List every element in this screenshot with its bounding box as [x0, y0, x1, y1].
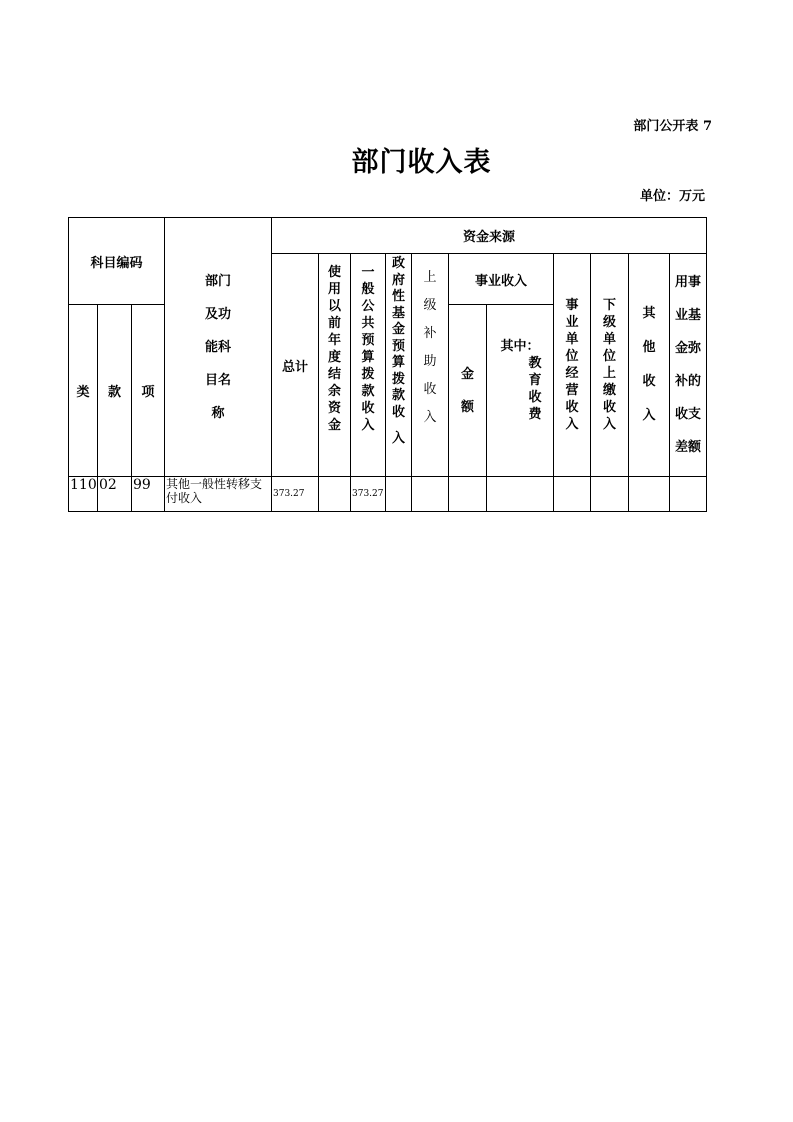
lower-remit-header: 下 级 单 位 上 缴 收 入 — [591, 254, 629, 477]
row-amount — [449, 477, 487, 512]
row-education-fee — [487, 477, 554, 512]
item-header: 项 — [132, 305, 165, 477]
form-number: 部门公开表 7 — [633, 119, 712, 134]
amount-header: 金 额 — [449, 305, 487, 477]
class-header: 类 — [69, 305, 98, 477]
gov-fund-header: 政 府 性 基 金 预 算 拨 款 收 入 — [386, 254, 412, 477]
row-operating-income — [554, 477, 591, 512]
general-budget-header: 一 般 公 共 预 算 拨 款 收 入 — [351, 254, 386, 477]
page-title: 部门收入表 — [351, 147, 492, 178]
row-total: 373.27 — [272, 477, 319, 512]
row-name: 其他一般性转移支付收入 — [165, 477, 272, 512]
other-income-header: 其 他 收 入 — [629, 254, 670, 477]
row-general-budget: 373.27 — [351, 477, 386, 512]
education-fee-header: 其中： 教 育 收 费 — [487, 305, 554, 477]
table-row — [69, 477, 707, 512]
income-table — [68, 217, 707, 512]
superior-subsidy-header: 上 级 补 助 收 入 — [412, 254, 449, 477]
row-other-income — [629, 477, 670, 512]
total-header: 总计 — [272, 254, 319, 477]
prior-balance-header: 使 用 以 前 年 度 结 余 资 金 — [319, 254, 351, 477]
row-class: 110 — [69, 477, 98, 512]
unit-label: 单位：万元 — [639, 189, 705, 204]
row-superior-subsidy — [412, 477, 449, 512]
subject-code-header: 科目编码 — [69, 218, 165, 305]
row-lower-remit — [591, 477, 629, 512]
operating-income-header: 事 业 单 位 经 营 收 入 — [554, 254, 591, 477]
dept-function-header: 部门 及功 能科 目名 称 — [165, 218, 272, 477]
business-income-header: 事业收入 — [449, 254, 554, 305]
row-section: 02 — [98, 477, 132, 512]
fund-offset-header: 用事 业基 金弥 补的 收支 差额 — [670, 254, 707, 477]
row-prior-balance — [319, 477, 351, 512]
row-gov-fund — [386, 477, 412, 512]
row-fund-offset — [670, 477, 707, 512]
fund-source-header: 资金来源 — [272, 218, 707, 254]
row-item: 99 — [132, 477, 165, 512]
section-header: 款 — [98, 305, 132, 477]
